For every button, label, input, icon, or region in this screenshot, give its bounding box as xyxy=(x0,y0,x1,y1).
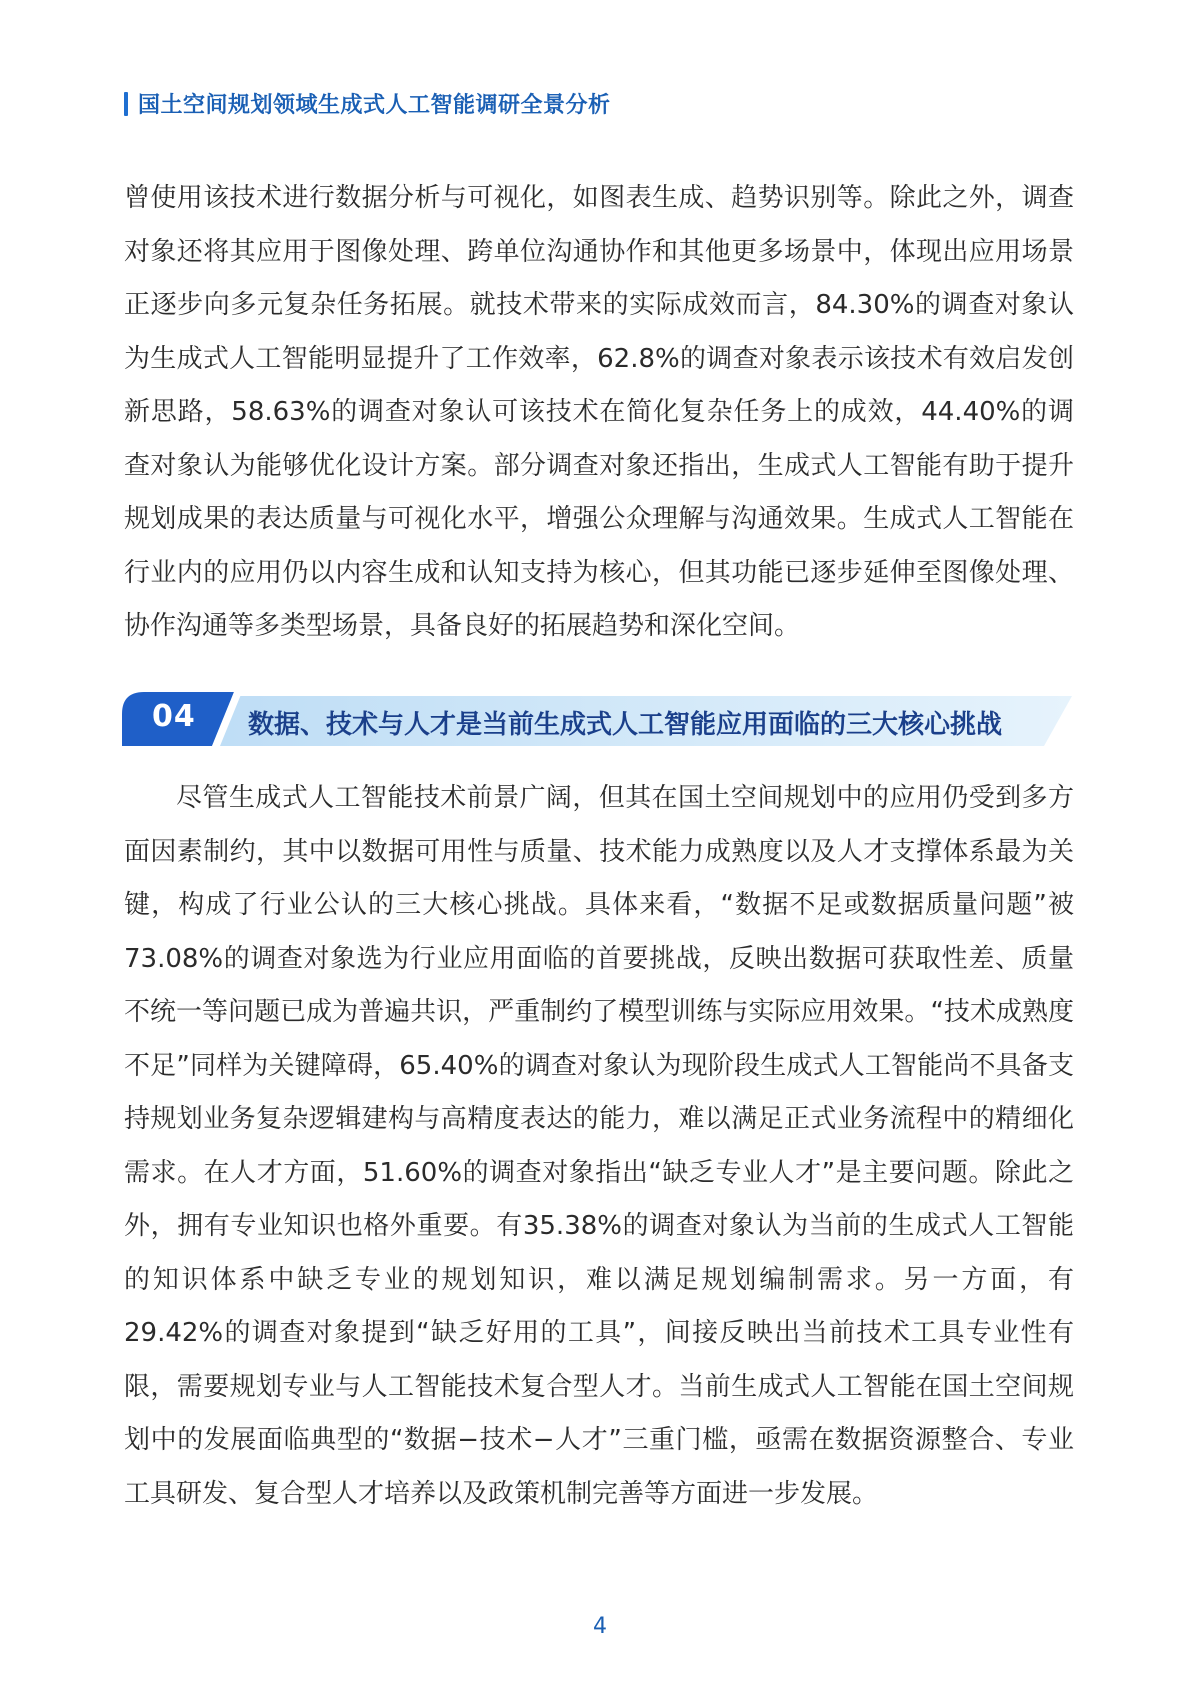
body-paragraph-1: 曾使用该技术进行数据分析与可视化，如图表生成、趋势识别等。除此之外，调查对象还将其应用于图像处理、跨单位沟通协作和其他更多场景中，体现出应用场景正逐步向多元复杂任务拓展。就技术带来的实际成效而言，84.30%的调查对象认为生成式人工智能明显提升了工作效率，62.8%的调查对象表示该技术有效启发创新思路，58.63%的调查对象认可该技术在简化复杂任务上的成效，44.40%的调查对象认为能够优化设计方案。部分调查对象还指出，生成式人工智能有助于提升规划成果的表达质量与可视化水平，增强公众理解与沟通效果。生成式人工智能在行业内的应用仍以内容生成和认知支持为核心，但其功能已逐步延伸至图像处理、协作沟通等多类型场景，具备良好的拓展趋势和深化空间。 xyxy=(124,183,1074,641)
running-header xyxy=(124,88,611,119)
body-paragraph-2: 尽管生成式人工智能技术前景广阔，但其在国土空间规划中的应用仍受到多方面因素制约，其中以数据可用性与质量、技术能力成熟度以及人才支撑体系最为关键，构成了行业公认的三大核心挑战。具体来看，“数据不足或数据质量问题”被73.08%的调查对象选为行业应用面临的首要挑战，反映出数据可获取性差、质量不统一等问题已成为普遍共识，严重制约了模型训练与实际应用效果。“技术成熟度不足”同样为关键障碍，65.40%的调查对象认为现阶段生成式人工智能尚不具备支持规划业务复杂逻辑建构与高精度表达的能力，难以满足正式业务流程中的精细化需求。在人才方面，51.60%的调查对象指出“缺乏专业人才”是主要问题。除此之外，拥有专业知识也格外重要。有35.38%的调查对象认为当前的生成式人工智能的知识体系中缺乏专业的规划知识，难以满足规划编制需求。另一方面，有29.42%的调查对象提到“缺乏好用的工具”，间接反映出当前技术工具专业性有限，需要规划专业与人工智能技术复合型人才。当前生成式人工智能在国土空间规划中的发展面临典型的“数据−技术−人才”三重门槛，亟需在数据资源整合、专业工具研发、复合型人才培养以及政策机制完善等方面进一步发展。 xyxy=(124,783,1074,1509)
page-number: 4 xyxy=(593,1614,607,1639)
section-title: 数据、技术与人才是当前生成式人工智能应用面临的三大核心挑战 xyxy=(248,710,1003,740)
running-header-title: 国土空间规划领域生成式人工智能调研全景分析 xyxy=(138,93,611,118)
section-number: 04 xyxy=(152,699,196,734)
header-accent-bar xyxy=(124,92,128,116)
section-heading-banner xyxy=(122,692,1072,746)
